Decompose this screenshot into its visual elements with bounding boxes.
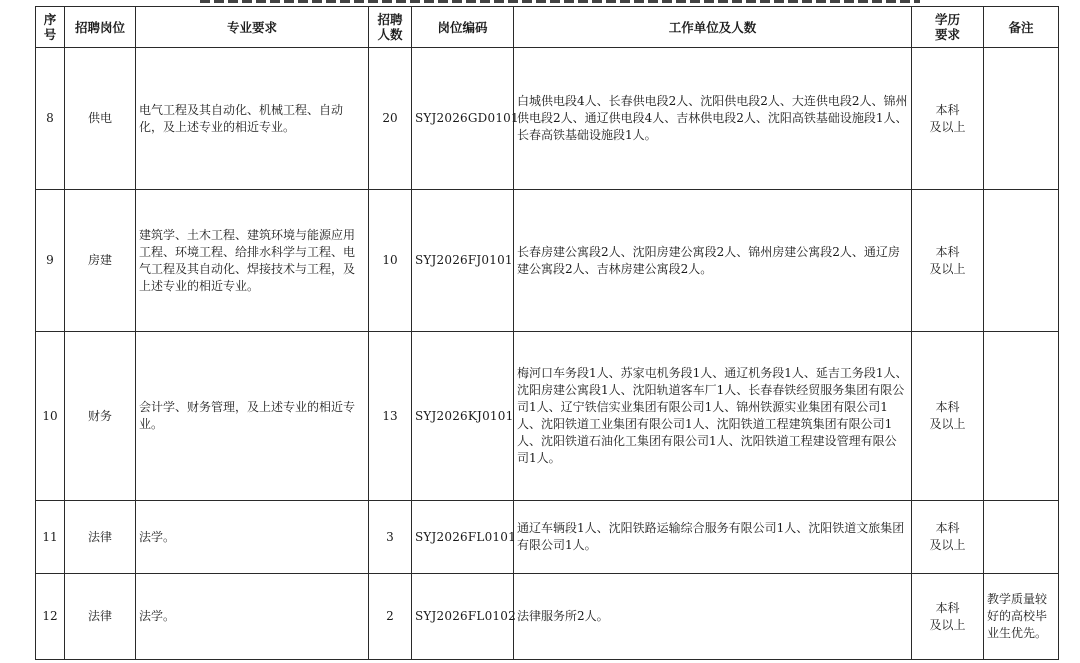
cell-major: 法学。: [136, 501, 369, 574]
cell-units: 白城供电段4人、长春供电段2人、沈阳供电段2人、大连供电段2人、锦州供电段2人、通辽供电段4人、吉林供电段2人、沈阳高铁基础设施段1人、长春高铁基础设施段1人。: [514, 48, 912, 190]
education-line-2: 及以上: [929, 119, 966, 134]
cell-education: [912, 190, 984, 332]
table-row: [36, 574, 1059, 660]
cell-seq: 10: [36, 332, 65, 501]
cell-code: SYJ2026FL0101: [412, 501, 514, 574]
education-line-2: 及以上: [929, 417, 966, 431]
header-code: 岗位编码: [412, 7, 514, 48]
cell-units: 长春房建公寓段2人、沈阳房建公寓段2人、锦州房建公寓段2人、通辽房建公寓段2人、吉林房建公寓段2人。: [514, 190, 912, 332]
cell-position: 法律: [65, 501, 136, 574]
education-line-2: 及以上: [929, 261, 966, 276]
cell-count: 2: [369, 574, 412, 660]
table-header-row: [36, 7, 1059, 48]
table-row: [36, 332, 1059, 501]
education-line-2: 及以上: [929, 617, 966, 632]
cell-major: 电气工程及其自动化、机械工程、自动化，及上述专业的相近专业。: [136, 48, 369, 190]
cell-remarks: [984, 190, 1059, 332]
cell-education: [912, 332, 984, 501]
cell-units: 法律服务所2人。: [514, 574, 912, 660]
header-seq: 序号: [36, 7, 65, 48]
recruitment-table: [35, 6, 1059, 660]
education-line-1: 本科: [935, 400, 960, 414]
table-row: [36, 501, 1059, 574]
cell-seq: 12: [36, 574, 65, 660]
cell-count: 20: [369, 48, 412, 190]
education-line-1: 本科: [935, 244, 960, 259]
cell-remarks: [984, 48, 1059, 190]
cell-count: 3: [369, 501, 412, 574]
cell-count: 10: [369, 190, 412, 332]
cell-position: 供电: [65, 48, 136, 190]
header-education: 学历要求: [912, 7, 984, 48]
cropped-title-strokes: [200, 0, 920, 3]
cell-code: SYJ2026GD0101: [412, 48, 514, 190]
header-major: 专业要求: [136, 7, 369, 48]
cell-count: 13: [369, 332, 412, 501]
table-row: [36, 48, 1059, 190]
cell-code: SYJ2026FJ0101: [412, 190, 514, 332]
cell-remarks: 教学质量较好的高校毕业生优先。: [984, 574, 1059, 660]
header-units: 工作单位及人数: [514, 7, 912, 48]
cell-units: 梅河口车务段1人、苏家屯机务段1人、通辽机务段1人、延吉工务段1人、沈阳房建公寓段1人、沈阳轨道客车厂1人、长春春铁经贸服务集团有限公司1人、辽宁铁信实业集团有限公司1人、锦州铁源实业集团有限公司1人、沈阳铁道工业集团有限公司1人、沈阳铁道工程建筑集团有限公司1人、沈阳铁道石油化工集团有限公司1人、沈阳铁道工程建设管理有限公司1人。: [514, 332, 912, 501]
education-line-2: 及以上: [929, 538, 966, 552]
education-line-1: 本科: [935, 521, 960, 535]
cell-code: SYJ2026KJ0101: [412, 332, 514, 501]
header-count: 招聘人数: [369, 7, 412, 48]
cell-remarks: [984, 332, 1059, 501]
cell-major: 建筑学、土木工程、建筑环境与能源应用工程、环境工程、给排水科学与工程、电气工程及其自动化、焊接技术与工程，及上述专业的相近专业。: [136, 190, 369, 332]
cell-education: [912, 501, 984, 574]
cell-code: SYJ2026FL0102: [412, 574, 514, 660]
cell-seq: 11: [36, 501, 65, 574]
cell-education: [912, 48, 984, 190]
cell-position: 房建: [65, 190, 136, 332]
cell-major: 法学。: [136, 574, 369, 660]
cell-seq: 8: [36, 48, 65, 190]
cell-remarks: [984, 501, 1059, 574]
education-line-1: 本科: [935, 600, 960, 615]
header-position: 招聘岗位: [65, 7, 136, 48]
cell-position: 财务: [65, 332, 136, 501]
cell-major: 会计学、财务管理，及上述专业的相近专业。: [136, 332, 369, 501]
cell-units: 通辽车辆段1人、沈阳铁路运输综合服务有限公司1人、沈阳铁道文旅集团有限公司1人。: [514, 501, 912, 574]
cell-seq: 9: [36, 190, 65, 332]
header-remarks: 备注: [984, 7, 1059, 48]
cell-position: 法律: [65, 574, 136, 660]
table-row: [36, 190, 1059, 332]
education-line-1: 本科: [935, 102, 960, 117]
cell-education: [912, 574, 984, 660]
